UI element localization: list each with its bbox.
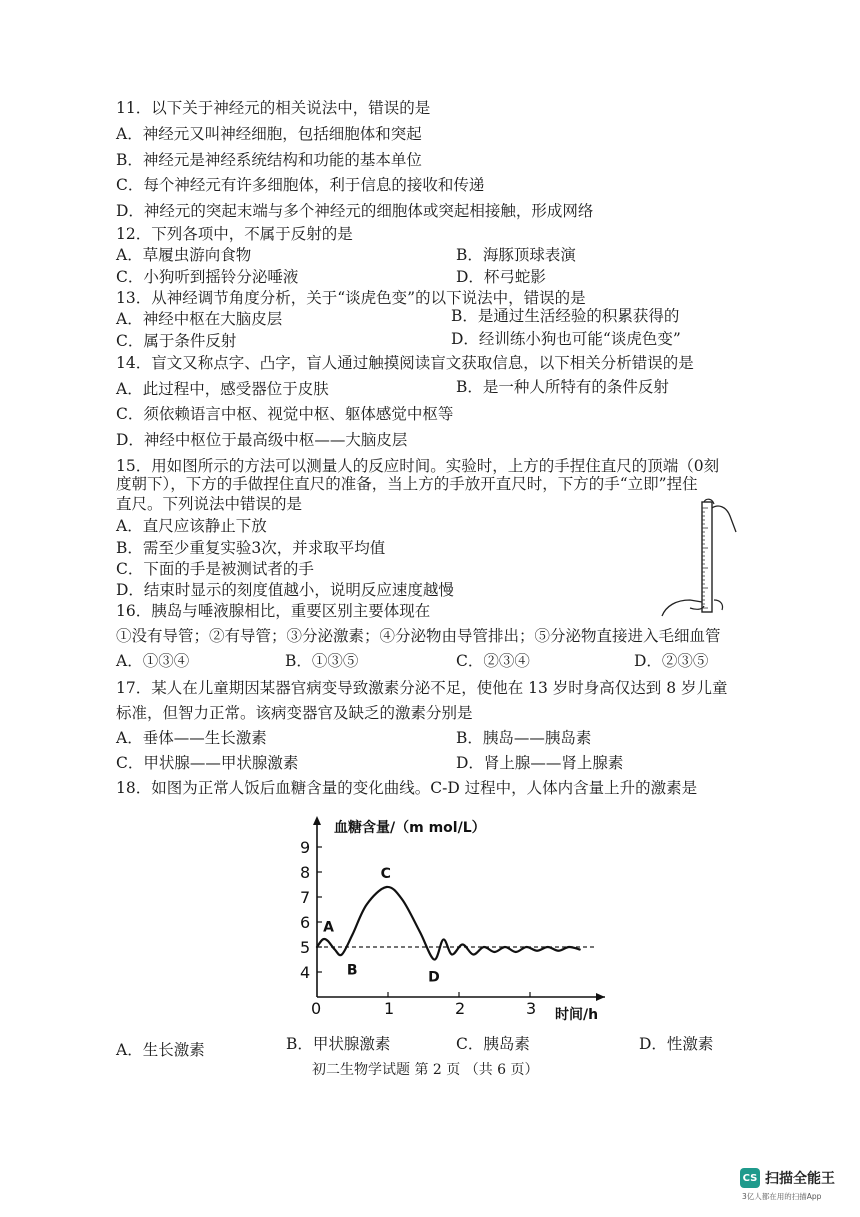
q14-option-c: C．须依赖语言中枢、视觉中枢、躯体感觉中枢等 — [116, 405, 454, 423]
q17-option-c: C．甲状腺——甲状腺激素 — [116, 754, 299, 772]
q12-option-c: C．小狗听到摇铃分泌唾液 — [116, 268, 299, 286]
x-axis-arrow — [596, 993, 605, 1001]
q17-option-a: A．垂体——生长激素 — [116, 729, 267, 747]
q17-stem-line1: 17．某人在儿童期因某器官病变导致激素分泌不足，使他在 13 岁时身高仅达到 8 岁儿童 — [116, 679, 728, 697]
q18-option-c: C．胰岛素 — [456, 1035, 530, 1053]
point-label-b: B — [346, 962, 358, 979]
ruler-body — [702, 502, 712, 612]
cs-logo: CS — [740, 1168, 760, 1188]
q11-option-b: B．神经元是神经系统结构和功能的基本单位 — [116, 151, 422, 169]
q14-stem: 14．盲文又称点字、凸字，盲人通过触摸阅读盲文获取信息，以下相关分析错误的是 — [116, 354, 694, 372]
q12-option-a: A．草履虫游向食物 — [116, 246, 252, 264]
scanner-watermark — [740, 1168, 835, 1202]
lower-hand-fingers — [714, 600, 723, 610]
q16-option-b: B．①③⑤ — [285, 652, 359, 670]
point-label-d: D — [428, 969, 440, 986]
q11-option-c: C．每个神经元有许多细胞体，利于信息的接收和传递 — [116, 176, 485, 194]
q13-option-a: A．神经中枢在大脑皮层 — [116, 310, 283, 328]
q17-stem-line2: 标准，但智力正常。该病变器官及缺乏的激素分别是 — [116, 704, 473, 722]
q16-option-d: D．②③⑤ — [634, 652, 709, 670]
q13-option-b: B．是通过生活经验的积累获得的 — [451, 307, 680, 325]
q14-option-b: B．是一种人所特有的条件反射 — [456, 378, 669, 396]
x-tick-label: 1 — [384, 999, 395, 1018]
y-tick-label: 9 — [300, 838, 311, 857]
q16-stem: 16．胰岛与唾液腺相比，重要区别主要体现在 — [116, 602, 431, 620]
chart-y-axis-label: 血糖含量/（m mol/L） — [334, 820, 486, 836]
y-axis-arrow — [313, 816, 321, 825]
y-tick-label: 6 — [300, 913, 311, 932]
y-tick-label: 8 — [300, 863, 311, 882]
q18-stem: 18．如图为正常人饭后血糖含量的变化曲线。C-D 过程中，人体内含量上升的激素是 — [116, 779, 698, 797]
point-label-a: A — [323, 919, 334, 936]
q13-option-c: C．属于条件反射 — [116, 332, 237, 350]
ruler-reaction-figure — [660, 496, 740, 620]
q16-option-a: A．①③④ — [116, 652, 190, 670]
brand-tagline: 3亿人都在用的扫描App — [742, 1192, 822, 1201]
q18-option-a: A．生长激素 — [116, 1041, 205, 1059]
y-tick-label: 4 — [300, 963, 311, 982]
q15-stem-line1: 15．用如图所示的方法可以测量人的反应时间。实验时，上方的手捏住直尺的顶端（0刻 — [116, 457, 720, 475]
q15-option-d: D．结束时显示的刻度值越小，说明反应速度越慢 — [116, 581, 454, 599]
q11-option-d: D．神经元的突起末端与多个神经元的细胞体或突起相接触，形成网络 — [116, 202, 594, 220]
q17-option-b: B．胰岛——胰岛素 — [456, 729, 592, 747]
x-tick-label: 2 — [455, 999, 466, 1018]
q13-option-d: D．经训练小狗也可能“谈虎色变” — [451, 330, 681, 348]
q15-option-c: C．下面的手是被测试者的手 — [116, 560, 314, 578]
q12-option-d: D．杯弓蛇影 — [456, 268, 546, 286]
q15-stem-line3: 直尺。下列说法中错误的是 — [116, 495, 303, 513]
q13-stem: 13．从神经调节角度分析，关于“谈虎色变”的以下说法中，错误的是 — [116, 289, 586, 307]
q15-option-a: A．直尺应该静止下放 — [116, 517, 267, 535]
blood-sugar-chart — [290, 812, 620, 1024]
q12-option-b: B．海豚顶球表演 — [456, 246, 576, 264]
q18-option-b: B．甲状腺激素 — [286, 1035, 391, 1053]
x-tick-label: 3 — [526, 999, 537, 1018]
q11-option-a: A．神经元又叫神经细胞，包括细胞体和突起 — [116, 125, 422, 143]
ruler-ticks — [702, 508, 708, 608]
q14-option-a: A．此过程中，感受器位于皮肤 — [116, 380, 329, 398]
upper-hand — [712, 506, 736, 532]
q14-option-d: D．神经中枢位于最高级中枢——大脑皮层 — [116, 431, 408, 449]
y-tick-label: 5 — [300, 938, 311, 957]
q15-option-b: B．需至少重复实验3次，并求取平均值 — [116, 539, 386, 557]
q18-option-d: D．性激素 — [639, 1035, 714, 1053]
q16-items: ①没有导管；②有导管；③分泌激素；④分泌物由导管排出；⑤分泌物直接进入毛细血管 — [116, 627, 721, 645]
q16-option-c: C．②③④ — [456, 652, 530, 670]
q12-stem: 12．下列各项中，不属于反射的是 — [116, 225, 353, 243]
q11-stem: 11．以下关于神经元的相关说法中，错误的是 — [116, 99, 431, 117]
x-tick-label: 0 — [311, 999, 322, 1018]
brand-name: 扫描全能王 — [765, 1171, 835, 1187]
point-label-c: C — [380, 866, 391, 882]
lower-hand — [662, 600, 702, 616]
q17-option-d: D．肾上腺——肾上腺素 — [456, 754, 624, 772]
chart-point-labels — [323, 866, 440, 986]
y-tick-label: 7 — [300, 888, 311, 907]
blood-sugar-curve — [317, 887, 580, 960]
page-footer: 初二生物学试题 第 2 页 （共 6 页） — [312, 1062, 539, 1078]
q15-stem-line2: 度朝下），下方的手做捏住直尺的准备，当上方的手放开直尺时，下方的手“立即”捏住 — [116, 475, 698, 493]
chart-x-axis-label: 时间/h — [555, 1007, 599, 1023]
